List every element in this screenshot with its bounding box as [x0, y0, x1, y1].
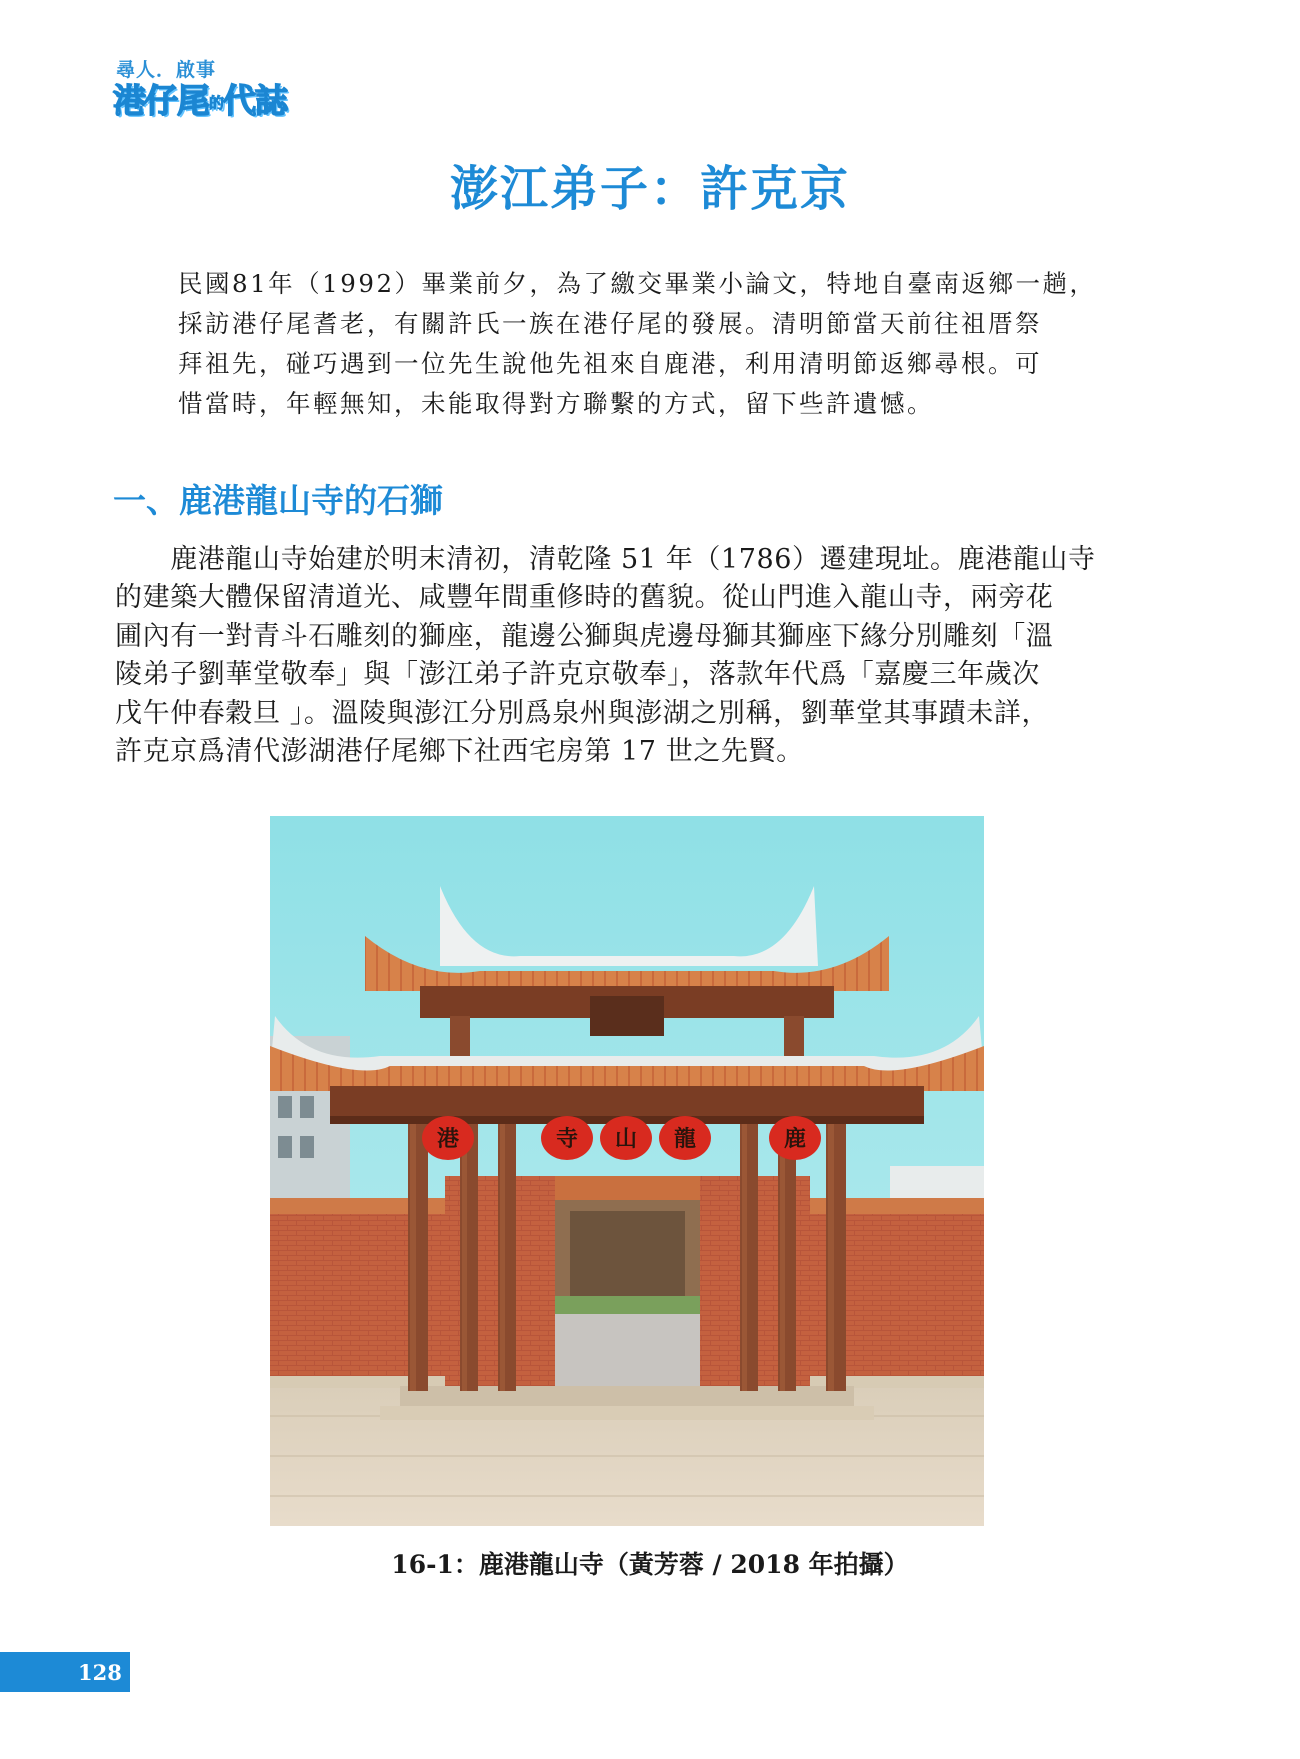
body-line: 鹿港龍山寺始建於明末清初，清乾隆 51 年（1786）遷建現址。鹿港龍山寺 [115, 544, 1096, 575]
body-line: 圃內有一對青斗石雕刻的獅座，龍邊公獅與虎邊母獅其獅座下緣分別雕刻「溫 [115, 620, 1054, 652]
section-body [115, 541, 1147, 771]
lantern-label: 港 [436, 1126, 460, 1152]
temple-photo [270, 816, 984, 1526]
intro-line: 惜當時，年輕無知，未能取得對方聯繫的方式，留下些許遺憾。 [178, 389, 934, 418]
body-line: 陵弟子劉華堂敬奉」與「澎江弟子許克京敬奉」，落款年代爲「嘉慶三年歲次 [115, 659, 1040, 691]
lantern-label: 龍 [673, 1126, 697, 1152]
photo-caption: 16-1：鹿港龍山寺（黃芳蓉 / 2018 年拍攝） [391, 1550, 909, 1579]
logo-title-part2: 代誌 [223, 81, 288, 120]
page-title: 澎江弟子：許克京 [449, 161, 850, 217]
page-number: 128 [78, 1660, 122, 1685]
lantern-label: 寺 [555, 1126, 579, 1152]
book-logo [113, 55, 363, 120]
lantern-label: 山 [614, 1126, 638, 1152]
lantern-label: 鹿 [783, 1126, 807, 1152]
intro-line: 採訪港仔尾耆老，有關許氏一族在港仔尾的發展。清明節當天前往祖厝祭 [178, 309, 1042, 338]
section-heading: 一、鹿港龍山寺的石獅 [113, 481, 443, 520]
logo-subtitle: 尋人．啟事 [116, 59, 217, 81]
logo-title [113, 75, 287, 122]
intro-paragraph [178, 264, 1148, 424]
body-line: 的建築大體保留清道光、咸豐年間重修時的舊貌。從山門進入龍山寺，兩旁花 [115, 582, 1054, 614]
body-line: 許克京爲清代澎湖港仔尾鄉下社西宅房第 17 世之先賢。 [115, 736, 804, 768]
logo-title-part1: 港仔尾 [113, 81, 209, 120]
intro-line: 民國81年（1992）畢業前夕，為了繳交畢業小論文，特地自臺南返鄉一趟， [178, 269, 1097, 298]
intro-line: 拜祖先，碰巧遇到一位先生說他先祖來自鹿港，利用清明節返鄉尋根。可 [178, 349, 1042, 378]
body-line: 戊午仲春穀旦 」。溫陵與澎江分別爲泉州與澎湖之別稱，劉華堂其事蹟未詳， [115, 697, 1050, 729]
logo-title-mini: 的 [209, 94, 224, 112]
